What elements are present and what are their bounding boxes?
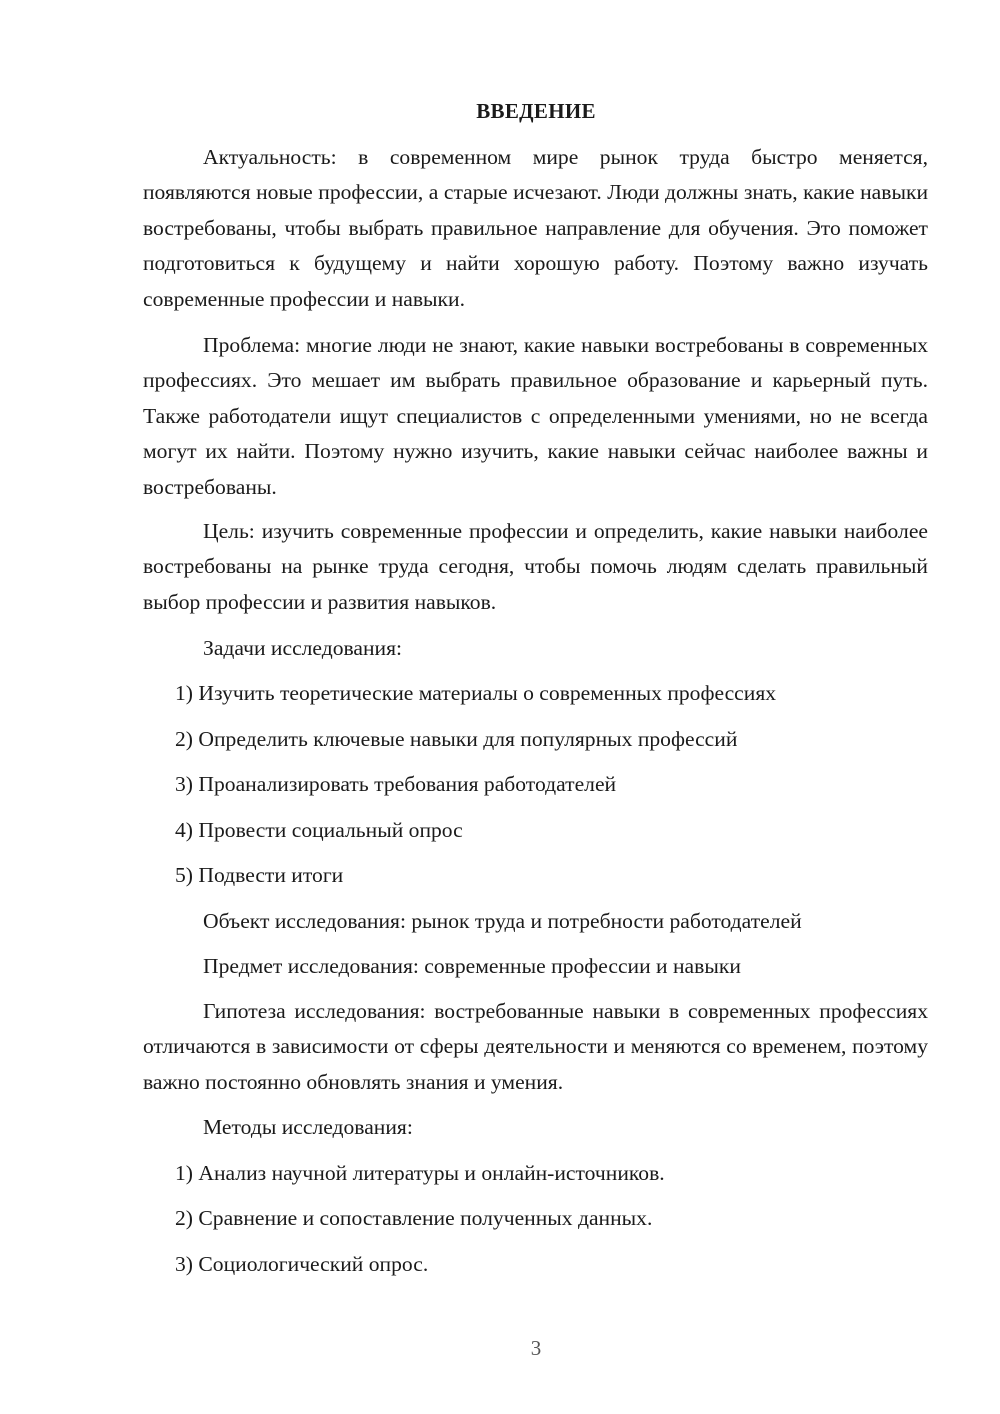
task-item: 4) Провести социальный опрос xyxy=(175,818,463,842)
research-object: Объект исследования: рынок труда и потребности работодателей xyxy=(203,909,802,933)
tasks-label: Задачи исследования: xyxy=(203,636,403,660)
section-heading: ВВЕДЕНИЕ xyxy=(476,99,596,123)
task-item: 2) Определить ключевые навыки для популярных профессий xyxy=(175,727,738,751)
hypothesis-paragraph: Гипотеза исследования: востребованные навыки в современных профессиях отличаются в зависимости от сферы деятельности и меняются со временем, поэтому важно постоянно обновлять знания и умения. xyxy=(143,999,928,1094)
method-item: 1) Анализ научной литературы и онлайн-источников. xyxy=(175,1161,665,1185)
research-subject: Предмет исследования: современные профессии и навыки xyxy=(203,954,741,978)
task-item: 5) Подвести итоги xyxy=(175,863,344,887)
goal-paragraph: Цель: изучить современные профессии и определить, какие навыки наиболее востребованы на рынке труда сегодня, чтобы помочь людям сделать правильный выбор профессии и развития навыков. xyxy=(143,519,928,614)
method-item: 3) Социологический опрос. xyxy=(175,1252,429,1276)
task-item: 3) Проанализировать требования работодателей xyxy=(175,772,617,796)
page-number: 3 xyxy=(530,1336,542,1360)
relevance-paragraph: Актуальность: в современном мире рынок труда быстро меняется, появляются новые профессии, а старые исчезают. Люди должны знать, какие навыки востребованы, чтобы выбрать правильное направление для обучения. Это поможет подготовиться к будущему и найти хорошую работу. Поэтому важно изучать современные профессии и навыки. xyxy=(143,145,928,311)
method-item: 2) Сравнение и сопоставление полученных данных. xyxy=(175,1206,653,1230)
methods-label: Методы исследования: xyxy=(203,1115,413,1139)
task-item: 1) Изучить теоретические материалы о современных профессиях xyxy=(175,681,777,705)
problem-paragraph: Проблема: многие люди не знают, какие навыки востребованы в современных профессиях. Это мешает им выбрать правильное образование и карьерный путь. Также работодатели ищут специалистов с определенными умениями, но не всегда могут их найти. Поэтому нужно изучить, какие навыки сейчас наиболее важны и востребованы. xyxy=(143,333,928,499)
